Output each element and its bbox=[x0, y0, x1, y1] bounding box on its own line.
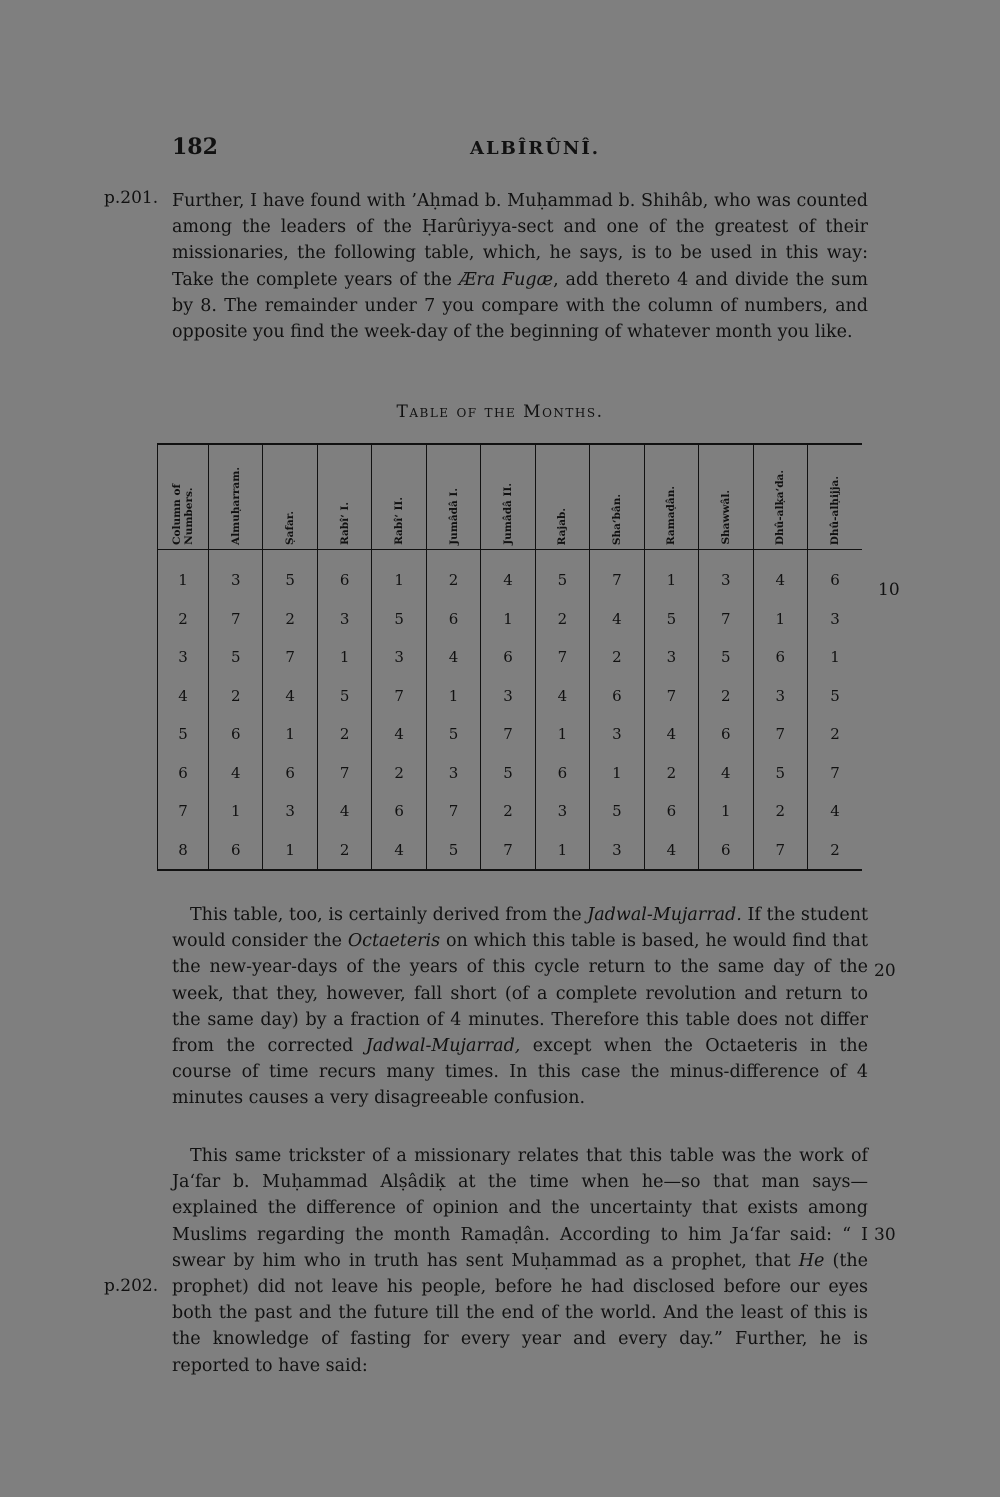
weekday-cell: 4 bbox=[699, 754, 753, 793]
weekday-cell: 5 bbox=[644, 600, 698, 639]
weekday-cell: 5 bbox=[426, 715, 480, 754]
header-label: Ṣafar. bbox=[284, 511, 297, 545]
weekday-cell: 6 bbox=[590, 677, 644, 716]
weekday-cell: 3 bbox=[372, 638, 426, 677]
weekday-cell: 6 bbox=[263, 754, 317, 793]
weekday-cell: 4 bbox=[535, 677, 589, 716]
table-row bbox=[158, 792, 863, 831]
weekday-cell: 4 bbox=[807, 792, 862, 831]
weekday-cell: 7 bbox=[426, 792, 480, 831]
header-label: Rabî‘ I. bbox=[338, 502, 351, 545]
weekday-cell: 2 bbox=[699, 677, 753, 716]
weekday-cell: 7 bbox=[535, 638, 589, 677]
weekday-cell: 5 bbox=[317, 677, 371, 716]
header-month bbox=[699, 444, 753, 550]
header-label: Dhû-alḳa‘da. bbox=[774, 469, 787, 545]
weekday-cell: 7 bbox=[807, 754, 862, 793]
header-month bbox=[481, 444, 535, 550]
weekday-cell: 7 bbox=[644, 677, 698, 716]
margin-ref-p201: p.201. bbox=[104, 188, 159, 208]
weekday-cell: 3 bbox=[807, 600, 862, 639]
weekday-cell: 3 bbox=[753, 677, 807, 716]
header-month bbox=[807, 444, 862, 550]
weekday-cell: 6 bbox=[644, 792, 698, 831]
weekday-cell: 4 bbox=[644, 715, 698, 754]
weekday-cell: 1 bbox=[644, 550, 698, 600]
weekday-cell: 2 bbox=[263, 600, 317, 639]
weekday-cell: 5 bbox=[807, 677, 862, 716]
weekday-cell: 5 bbox=[263, 550, 317, 600]
weekday-cell: 6 bbox=[426, 600, 480, 639]
weekday-cell: 6 bbox=[372, 792, 426, 831]
weekday-cell: 2 bbox=[535, 600, 589, 639]
header-month bbox=[317, 444, 371, 550]
weekday-cell: 6 bbox=[699, 715, 753, 754]
weekday-cell: 5 bbox=[535, 550, 589, 600]
weekday-cell: 2 bbox=[317, 831, 371, 871]
weekday-cell: 1 bbox=[535, 715, 589, 754]
page-number: 182 bbox=[172, 134, 218, 160]
row-number-cell: 5 bbox=[158, 715, 209, 754]
table-row bbox=[158, 677, 863, 716]
weekday-cell: 3 bbox=[699, 550, 753, 600]
weekday-cell: 3 bbox=[317, 600, 371, 639]
header-month bbox=[590, 444, 644, 550]
row-number-cell: 7 bbox=[158, 792, 209, 831]
table-row bbox=[158, 754, 863, 793]
weekday-cell: 3 bbox=[263, 792, 317, 831]
weekday-cell: 7 bbox=[372, 677, 426, 716]
weekday-cell: 1 bbox=[317, 638, 371, 677]
header-month bbox=[263, 444, 317, 550]
margin-ref-p202: p.202. bbox=[104, 1276, 159, 1296]
weekday-cell: 2 bbox=[426, 550, 480, 600]
header-month bbox=[372, 444, 426, 550]
weekday-cell: 1 bbox=[699, 792, 753, 831]
weekday-cell: 4 bbox=[209, 754, 263, 793]
weekday-cell: 1 bbox=[753, 600, 807, 639]
weekday-cell: 6 bbox=[209, 831, 263, 871]
header-label: Jumâdâ I. bbox=[447, 488, 460, 545]
header-label: Ramaḍân. bbox=[665, 485, 678, 545]
weekday-cell: 3 bbox=[644, 638, 698, 677]
weekday-cell: 2 bbox=[372, 754, 426, 793]
weekday-cell: 2 bbox=[807, 715, 862, 754]
weekday-cell: 7 bbox=[481, 715, 535, 754]
running-head: ALBÎRÛNÎ. bbox=[470, 138, 601, 159]
weekday-cell: 1 bbox=[481, 600, 535, 639]
header-label: Sha‘bân. bbox=[610, 493, 623, 545]
weekday-cell: 4 bbox=[753, 550, 807, 600]
line-number-30: 30 bbox=[874, 1225, 896, 1245]
weekday-cell: 5 bbox=[372, 600, 426, 639]
table-row bbox=[158, 638, 863, 677]
weekday-cell: 5 bbox=[209, 638, 263, 677]
weekday-cell: 7 bbox=[753, 715, 807, 754]
table-title: Table of the Months. bbox=[396, 402, 604, 422]
table-header-row bbox=[158, 444, 863, 550]
header-label: Dhû-alḥijja. bbox=[828, 475, 841, 545]
weekday-cell: 1 bbox=[590, 754, 644, 793]
weekday-cell: 4 bbox=[372, 831, 426, 871]
weekday-cell: 4 bbox=[426, 638, 480, 677]
weekday-cell: 5 bbox=[481, 754, 535, 793]
header-column-of-numbers bbox=[158, 444, 209, 550]
weekday-cell: 7 bbox=[263, 638, 317, 677]
weekday-cell: 6 bbox=[481, 638, 535, 677]
weekday-cell: 5 bbox=[753, 754, 807, 793]
weekday-cell: 3 bbox=[481, 677, 535, 716]
table-row bbox=[158, 715, 863, 754]
weekday-cell: 6 bbox=[753, 638, 807, 677]
header-month bbox=[644, 444, 698, 550]
table-body bbox=[158, 550, 863, 871]
header-label: Shawwâl. bbox=[719, 490, 732, 545]
weekday-cell: 5 bbox=[426, 831, 480, 871]
weekday-cell: 2 bbox=[209, 677, 263, 716]
weekday-cell: 4 bbox=[481, 550, 535, 600]
weekday-cell: 1 bbox=[807, 638, 862, 677]
weekday-cell: 2 bbox=[590, 638, 644, 677]
weekday-cell: 2 bbox=[753, 792, 807, 831]
header-label: Jumâdâ II. bbox=[501, 483, 514, 545]
weekday-cell: 7 bbox=[317, 754, 371, 793]
row-number-cell: 2 bbox=[158, 600, 209, 639]
header-month bbox=[535, 444, 589, 550]
weekday-cell: 1 bbox=[372, 550, 426, 600]
weekday-cell: 1 bbox=[263, 715, 317, 754]
weekday-cell: 3 bbox=[426, 754, 480, 793]
row-number-cell: 8 bbox=[158, 831, 209, 871]
weekday-cell: 4 bbox=[644, 831, 698, 871]
weekday-cell: 7 bbox=[209, 600, 263, 639]
header-month bbox=[426, 444, 480, 550]
weekday-cell: 1 bbox=[263, 831, 317, 871]
weekday-cell: 1 bbox=[209, 792, 263, 831]
table-row bbox=[158, 831, 863, 871]
weekday-cell: 6 bbox=[317, 550, 371, 600]
weekday-cell: 7 bbox=[699, 600, 753, 639]
weekday-cell: 5 bbox=[699, 638, 753, 677]
header-label: Rajab. bbox=[556, 507, 569, 545]
weekday-cell: 1 bbox=[426, 677, 480, 716]
header-label: Column of Numbers. bbox=[171, 484, 195, 545]
weekday-cell: 3 bbox=[535, 792, 589, 831]
weekday-cell: 4 bbox=[263, 677, 317, 716]
weekday-cell: 2 bbox=[644, 754, 698, 793]
months-table bbox=[157, 443, 862, 871]
weekday-cell: 2 bbox=[317, 715, 371, 754]
row-number-cell: 6 bbox=[158, 754, 209, 793]
row-number-cell: 3 bbox=[158, 638, 209, 677]
weekday-cell: 7 bbox=[481, 831, 535, 871]
weekday-cell: 3 bbox=[209, 550, 263, 600]
weekday-cell: 4 bbox=[317, 792, 371, 831]
paragraph-jadwal: This table, too, is certainly derived from the Jadwal-Mujarrad. If the student would consider the Octaeteris on which this table is based, he would find that the new-year-days of the years of this cycle return to the same day of the week, that they, however, fall short (of a complete revolution and return to the same day) by a fraction of 4 minutes. Therefore this table does not differ from the corrected Jadwal-Mujarrad, except when the Octaeteris in the course of time recurs many times. In this case the minus-difference of 4 minutes causes a very disagreeable confusion. bbox=[172, 905, 868, 1109]
line-number-10: 10 bbox=[878, 580, 900, 600]
weekday-cell: 1 bbox=[535, 831, 589, 871]
row-number-cell: 1 bbox=[158, 550, 209, 600]
header-month bbox=[753, 444, 807, 550]
header-month bbox=[209, 444, 263, 550]
row-number-cell: 4 bbox=[158, 677, 209, 716]
weekday-cell: 2 bbox=[807, 831, 862, 871]
weekday-cell: 7 bbox=[753, 831, 807, 871]
weekday-cell: 5 bbox=[590, 792, 644, 831]
weekday-cell: 6 bbox=[699, 831, 753, 871]
weekday-cell: 6 bbox=[209, 715, 263, 754]
weekday-cell: 4 bbox=[372, 715, 426, 754]
weekday-cell: 7 bbox=[590, 550, 644, 600]
table-row bbox=[158, 600, 863, 639]
paragraph-trickster: This same trickster of a missionary relates that this table was the work of Ja‘far b. Muḥammad Alṣâdiḳ at the time when he—so that man says—explained the difference of opinion and the uncertainty that exists among Muslims regarding the month Ramaḍân. According to him Ja‘far said: “ I swear by him who in truth has sent Muḥammad as a prophet, that He (the prophet) did not leave his people, before he had disclosed before our eyes both the past and the future till the end of the world. And the least of this is the knowledge of fasting for every year and every day.” Further, he is reported to have said: bbox=[172, 1146, 868, 1376]
weekday-cell: 6 bbox=[535, 754, 589, 793]
header-label: Almuḥarram. bbox=[229, 467, 242, 545]
weekday-cell: 3 bbox=[590, 831, 644, 871]
table-row bbox=[158, 550, 863, 600]
weekday-cell: 4 bbox=[590, 600, 644, 639]
header-label: Rabî‘ II. bbox=[393, 497, 406, 545]
weekday-cell: 3 bbox=[590, 715, 644, 754]
weekday-cell: 6 bbox=[807, 550, 862, 600]
line-number-20: 20 bbox=[874, 961, 896, 981]
paragraph-intro: Further, I have found with ’Aḥmad b. Muḥammad b. Shihâb, who was counted among the leaders of the Ḥarûriyya-sect and one of the greatest of their missionaries, the following table, which, he says, is to be used in this way: Take the complete years of the Æra Fugæ, add thereto 4 and divide the sum by 8. The remainder under 7 you compare with the column of numbers, and opposite you find the week-day of the beginning of whatever month you like. bbox=[172, 191, 868, 343]
weekday-cell: 2 bbox=[481, 792, 535, 831]
